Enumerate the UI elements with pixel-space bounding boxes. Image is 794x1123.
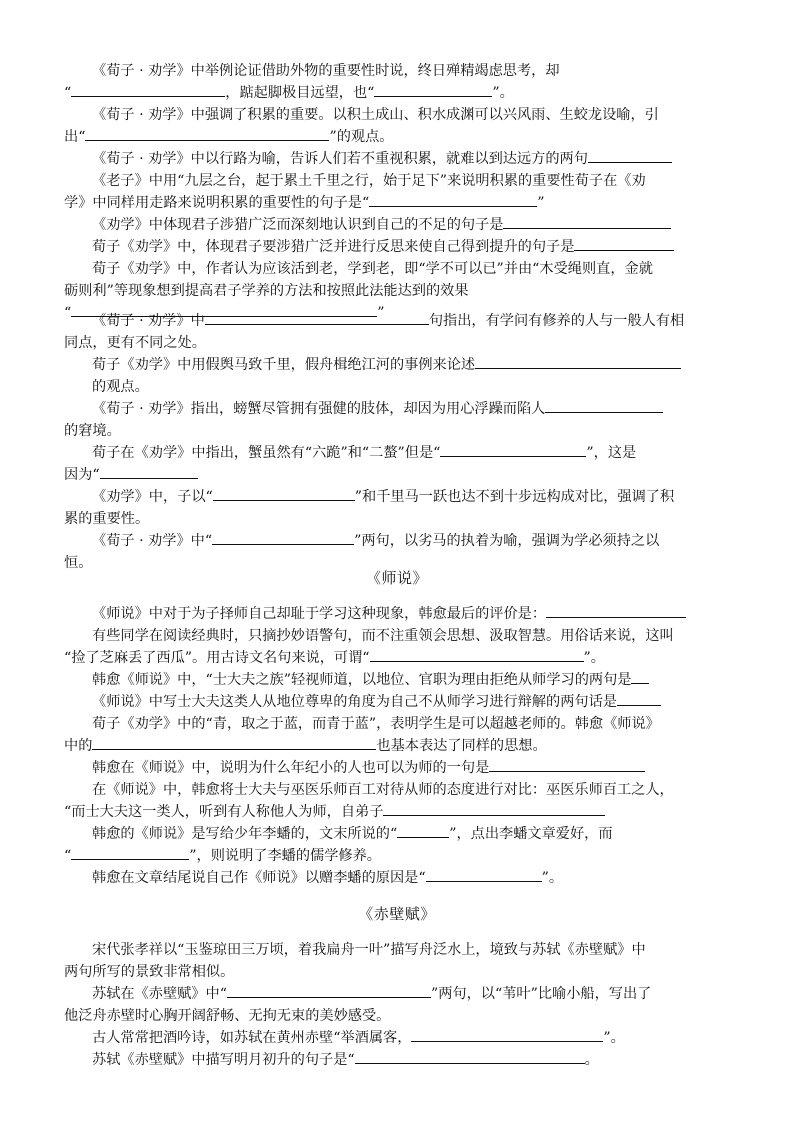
question-text: ”的观点。 (329, 129, 394, 145)
answer-blank[interactable] (205, 310, 429, 325)
question-21 (64, 823, 734, 867)
question-text: ” (537, 195, 545, 211)
answer-blank[interactable] (617, 691, 661, 706)
question-8 (64, 310, 734, 354)
question-text: 恒。 (64, 555, 93, 571)
question-23 (64, 939, 734, 983)
section-title: 《赤壁赋》 (358, 905, 436, 923)
answer-blank[interactable] (71, 845, 189, 860)
question-text: 韩愈在文章结尾说自己作《师说》以赠李蟠的原因是“ (92, 870, 426, 886)
question-text: ”，则说明了李蟠的儒学修养。 (189, 848, 381, 864)
question-text: 他泛舟赤壁时心胸开阔舒畅、无拘无束的美妙感受。 (64, 1008, 391, 1024)
question-text: ”。 (492, 85, 514, 101)
question-text: 苏轼在《赤壁赋》中“ (92, 986, 227, 1002)
question-text: 《劝学》中，子以“ (92, 489, 213, 505)
question-text: “ (64, 85, 72, 101)
question-text: 也基本表达了同样的思想。 (376, 738, 547, 754)
question-text: 砺则利”等现象想到提高君子学养的方法和按照此法能达到的效果 (64, 283, 469, 299)
question-text: 荀子在《劝学》中指出，蟹虽然有“六跪”和“二螯”但是“ (92, 445, 441, 461)
answer-blank[interactable] (383, 801, 605, 816)
answer-blank[interactable] (426, 867, 542, 882)
question-19 (64, 757, 734, 779)
answer-blank[interactable] (440, 442, 586, 457)
question-text: 韩愈《师说》中，“士大夫之族”轻视师道，以地位、官职为理由拒绝从师学习的两句是 (92, 672, 632, 688)
question-text: ”。 (541, 870, 564, 886)
question-text: 《师说》中对于为子择师自己却耻于学习这种现象，韩愈最后的评价是： (92, 606, 547, 622)
question-text: ”。 (583, 650, 605, 666)
answer-blank[interactable] (574, 236, 674, 251)
question-24 (64, 983, 734, 1027)
question-text: 荀子《劝学》中用假舆马致千里，假舟楫绝江河的事例来论述 (92, 357, 476, 373)
question-text: 的观点。 (92, 379, 149, 395)
question-text: 荀子《劝学》中，体现君子要涉猎广泛并进行反思来使自己得到提升的句子是 (92, 239, 575, 255)
question-text: 韩愈的《师说》是写给少年李蟠的，文末所说的“ (92, 826, 398, 842)
question-14 (64, 603, 734, 625)
answer-blank[interactable] (475, 354, 681, 369)
question-text: 《荀子 · 劝学》中“ (92, 533, 213, 549)
question-2 (64, 104, 734, 148)
question-17 (64, 691, 734, 713)
question-text: 的窘境。 (64, 423, 121, 439)
question-22 (64, 867, 734, 889)
question-11 (64, 442, 734, 486)
question-3 (64, 148, 734, 170)
answer-blank[interactable] (85, 126, 329, 141)
answer-blank[interactable] (71, 82, 225, 97)
question-text: ” (377, 305, 385, 321)
question-1 (64, 60, 734, 104)
question-text: 中的 (64, 738, 93, 754)
question-18 (64, 713, 734, 757)
question-text: 韩愈在《师说》中，说明为什么年纪小的人也可以为师的一句是 (92, 760, 490, 776)
answer-blank[interactable] (411, 1027, 603, 1042)
answer-blank[interactable] (546, 603, 686, 618)
question-text: 宋代张孝祥以“玉鉴琼田三万顷，着我扁舟一叶”描写舟泛水上，境致与苏轼《赤壁赋》中 (92, 942, 646, 958)
question-text: 古人常常把酒吟诗，如苏轼在黄州赤壁“举酒属客， (92, 1030, 412, 1046)
answer-blank[interactable] (227, 983, 431, 998)
question-9 (64, 354, 734, 398)
question-text: 同点，更有不同之处。 (64, 335, 206, 351)
question-text: 《劝学》中体现君子涉猎广泛而深刻地认识到自己的不足的句子是 (92, 217, 504, 233)
question-text: 荀子《劝学》中的“青，取之于蓝，而青于蓝”，表明学生是可以超越老师的。韩愈《师说》 (92, 716, 660, 732)
question-text: “ (64, 848, 72, 864)
answer-blank[interactable] (588, 148, 672, 163)
question-text: 《荀子 · 劝学》中举例论证借助外物的重要性时说，终日殚精竭虑思考，却 (92, 63, 560, 79)
question-text: ”两句，以“苇叶”比喻小船，写出了 (430, 986, 652, 1002)
question-text: “ (64, 305, 72, 321)
question-text: “捡了芝麻丢了西瓜”。用古诗文名句来说，可谓“ (64, 650, 370, 666)
question-text: ”，点出李蟠文章爱好，而 (449, 826, 613, 842)
answer-blank[interactable] (355, 1049, 585, 1064)
answer-blank[interactable] (212, 530, 354, 545)
question-text: ”。 (603, 1030, 625, 1046)
question-20 (64, 779, 734, 823)
answer-blank[interactable] (100, 464, 198, 479)
question-text: ”和千里马一跃也达不到十步远构成对比，强调了积 (354, 489, 675, 505)
question-text: 苏轼《赤壁赋》中描写明月初升的句子是“ (92, 1052, 355, 1068)
question-text: 累的重要性。 (64, 511, 150, 527)
answer-blank[interactable] (503, 214, 671, 229)
question-10 (64, 398, 734, 442)
answer-blank[interactable] (631, 669, 649, 684)
question-5 (64, 214, 734, 236)
answer-blank[interactable] (489, 757, 645, 772)
question-text: 学》中同样用走路来说明积累的重要性的句子是“ (64, 195, 370, 211)
question-text: 。 (584, 1052, 599, 1068)
answer-blank[interactable] (397, 823, 449, 838)
question-text: 两句所写的景致非常相似。 (64, 964, 235, 980)
question-12 (64, 486, 734, 530)
question-text: 有些同学在阅读经典时，只摘抄妙语警句，而不注重领会思想、汲取智慧。用俗话来说，这叫 (92, 628, 674, 644)
question-text: 《荀子 · 劝学》指出，螃蟹尽管拥有强健的肢体，却因为用心浮躁而陷人 (92, 401, 546, 417)
question-text: 在《师说》中，韩愈将士大夫与巫医乐师百工对待从师的态度进行对比：巫医乐师百工之人， (92, 782, 674, 798)
question-text: 《老子》中用“九层之台，起于累土千里之行，始于足下”来说明积累的重要性荀子在《劝 (92, 173, 646, 189)
question-text: ”两句，以劣马的执着为喻，强调为学必须持之以 (354, 533, 660, 549)
question-text: 《荀子 · 劝学》中强调了积累的重要。以积土成山、积水成渊可以兴风雨、生蛟龙设喻，引 (92, 107, 659, 123)
question-6 (64, 236, 734, 258)
question-text: 《荀子 · 劝学》中以行路为喻，告诉人们若不重视积累，就难以到达远方的两句 (92, 151, 588, 167)
question-text: 荀子《劝学》中，作者认为应该活到老，学到老，即“学不可以已”并由“木受绳则直，金就 (92, 261, 653, 277)
section-title: 《师说》 (365, 569, 428, 587)
question-text: 因为“ (64, 467, 100, 483)
question-text: “而士大夫这一类人，听到有人称他人为师，自弟子 (64, 804, 384, 820)
question-26 (64, 1049, 734, 1071)
question-15 (64, 625, 734, 669)
answer-blank[interactable] (213, 486, 355, 501)
question-4 (64, 170, 734, 214)
question-25 (64, 1027, 734, 1049)
answer-blank[interactable] (92, 735, 376, 750)
answer-blank[interactable] (545, 398, 663, 413)
question-text: 出“ (64, 129, 86, 145)
answer-blank[interactable] (374, 82, 492, 97)
question-text: ”，这是 (586, 445, 637, 461)
question-text: 句指出，有学问有修养的人与一般人有相 (428, 313, 685, 329)
question-text: 《师说》中写士大夫这类人从地位尊卑的角度为自己不从师学习进行辩解的两句话是 (92, 694, 617, 710)
answer-blank[interactable] (369, 192, 537, 207)
question-text: ，踮起脚极目远望，也“ (225, 85, 375, 101)
question-text: 《荀子 · 劝学》中 (92, 313, 205, 329)
question-16 (64, 669, 734, 691)
answer-blank[interactable] (370, 647, 584, 662)
